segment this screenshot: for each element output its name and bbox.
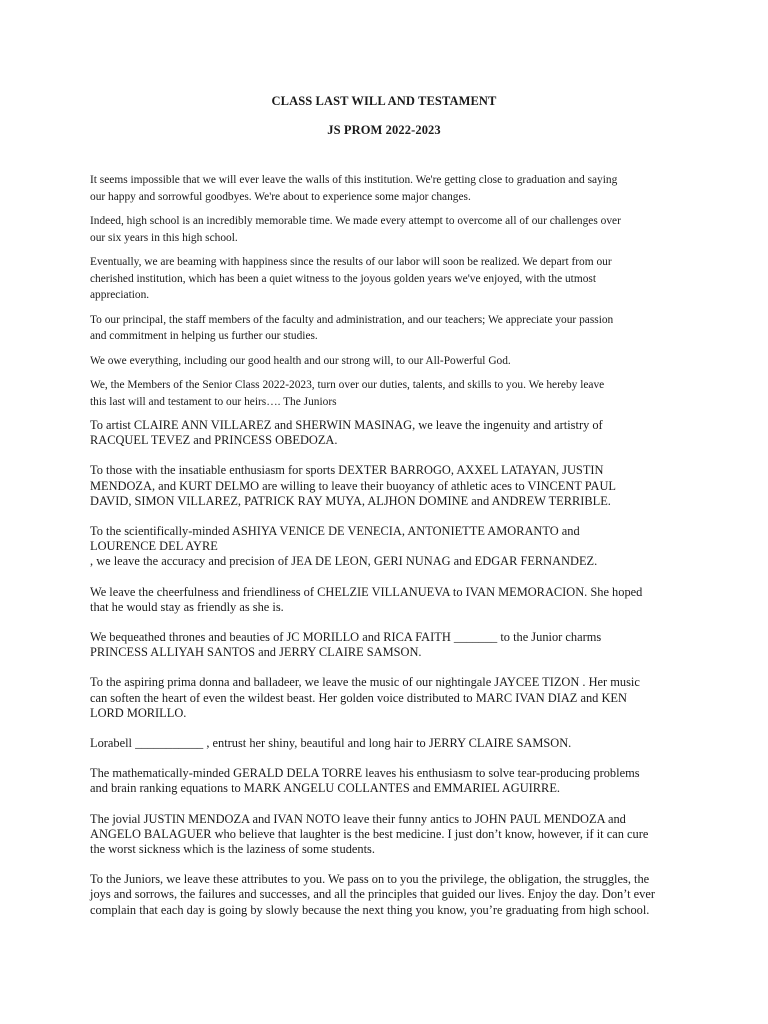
paragraph-line: that he would stay as friendly as she is. [90, 599, 284, 614]
paragraph-line: joys and sorrows, the failures and successes, and all the principles that guided our lives. Enjoy the day. Don’t ever [90, 887, 656, 902]
paragraph [90, 736, 680, 751]
paragraph-line: cherished institution, which has been a quiet witness to the joyous golden years we've enjoyed, with the utmost [90, 272, 596, 285]
paragraph [90, 172, 680, 205]
paragraph-line: It seems impossible that we will ever leave the walls of this institution. We're getting close to graduation and saying [90, 174, 618, 186]
document-body [90, 172, 680, 933]
paragraph-line: and commitment in helping us further our studies. [90, 330, 318, 342]
paragraph [90, 585, 680, 615]
paragraph-line: the worst sickness which is the laziness of some students. [90, 842, 375, 857]
paragraph-line: MENDOZA, and KURT DELMO are willing to leave their buoyancy of athletic aces to VINCENT PAUL [90, 478, 616, 493]
paragraph-line: , we leave the accuracy and precision of JEA DE LEON, GERI NUNAG and EDGAR FERNANDEZ. [90, 554, 598, 569]
paragraph-line: PRINCESS ALLIYAH SANTOS and JERRY CLAIRE SAMSON. [90, 645, 422, 660]
paragraph-line: To our principal, the staff members of the faculty and administration, and our teachers; We appreciate your passion [90, 313, 614, 326]
paragraph-line: To those with the insatiable enthusiasm for sports DEXTER BARROGO, AXXEL LATAYAN, JUSTIN [90, 463, 604, 478]
paragraph-line: We owe everything, including our good health and our strong will, to our All-Powerful God. [90, 354, 511, 367]
paragraph-line: The jovial JUSTIN MENDOZA and IVAN NOTO leave their funny antics to JOHN PAUL MENDOZA and [90, 811, 626, 826]
paragraph-line: To the Juniors, we leave these attributes to you. We pass on to you the privilege, the obligation, the struggles, the [90, 872, 650, 887]
paragraph-line: We bequeathed thrones and beauties of JC MORILLO and RICA FAITH _______ to the Junior charms [90, 630, 602, 645]
paragraph [90, 675, 680, 721]
paragraph [90, 463, 680, 509]
document-subtitle: JS PROM 2022-2023 [327, 123, 441, 137]
paragraph [90, 312, 680, 345]
paragraph-line: Indeed, high school is an incredibly memorable time. We made every attempt to overcome all of our challenges over [90, 215, 621, 227]
paragraph-line: our six years in this high school. [90, 231, 238, 244]
paragraph-line: RACQUEL TEVEZ and PRINCESS OBEDOZA. [90, 433, 338, 448]
paragraph [90, 630, 680, 660]
paragraph [90, 812, 680, 858]
paragraph [90, 418, 680, 448]
paragraph-line: ANGELO BALAGUER who believe that laughter is the best medicine. I just don’t know, however, if it can cure [90, 826, 649, 841]
paragraph-line: To the aspiring prima donna and balladeer, we leave the music of our nightingale JAYCEE TIZON . Her music [90, 675, 640, 690]
paragraph [90, 254, 680, 304]
paragraph-line: our happy and sorrowful goodbyes. We're about to experience some major changes. [90, 190, 471, 203]
paragraph-line: LOURENCE DEL AYRE [90, 539, 218, 554]
paragraph-line: and brain ranking equations to MARK ANGELU COLLANTES and EMMARIEL AGUIRRE. [90, 781, 560, 796]
paragraph-line: We leave the cheerfulness and friendliness of CHELZIE VILLANUEVA to IVAN MEMORACION. She hoped [90, 584, 643, 599]
paragraph [90, 213, 680, 246]
paragraph-line: LORD MORILLO. [90, 705, 187, 720]
paragraph-line: We, the Members of the Senior Class 2022-2023, turn over our duties, talents, and skills to you. We hereby leave [90, 379, 605, 391]
paragraph [90, 872, 680, 918]
paragraph-line: The mathematically-minded GERALD DELA TORRE leaves his enthusiasm to solve tear-producing problems [90, 766, 640, 781]
paragraph-line: To artist CLAIRE ANN VILLAREZ and SHERWIN MASINAG, we leave the ingenuity and artistry of [90, 418, 603, 432]
paragraph-line: complain that each day is going by slowly because the next thing you know, you’re graduating from high school. [90, 902, 650, 917]
paragraph [90, 377, 680, 410]
paragraph [90, 524, 680, 570]
paragraph-line: Lorabell ___________ , entrust her shiny, beautiful and long hair to JERRY CLAIRE SAMSON. [90, 736, 572, 751]
paragraph-line: To the scientifically-minded ASHIYA VENICE DE VENECIA, ANTONIETTE AMORANTO and [90, 524, 580, 539]
paragraph-line: appreciation. [90, 289, 150, 301]
paragraph-line: this last will and testament to our heirs…. The Juniors [90, 395, 337, 408]
paragraph [90, 353, 680, 370]
document-title: CLASS LAST WILL AND TESTAMENT [271, 94, 497, 108]
paragraph-line: Eventually, we are beaming with happiness since the results of our labor will soon be realized. We depart from our [90, 256, 612, 268]
paragraph [90, 766, 680, 796]
paragraph-line: can soften the heart of even the wildest beast. Her golden voice distributed to MARC IVAN DIAZ and KEN [90, 690, 627, 705]
paragraph-line: DAVID, SIMON VILLAREZ, PATRICK RAY MUYA, ALJHON DOMINE and ANDREW TERRIBLE. [90, 493, 611, 508]
